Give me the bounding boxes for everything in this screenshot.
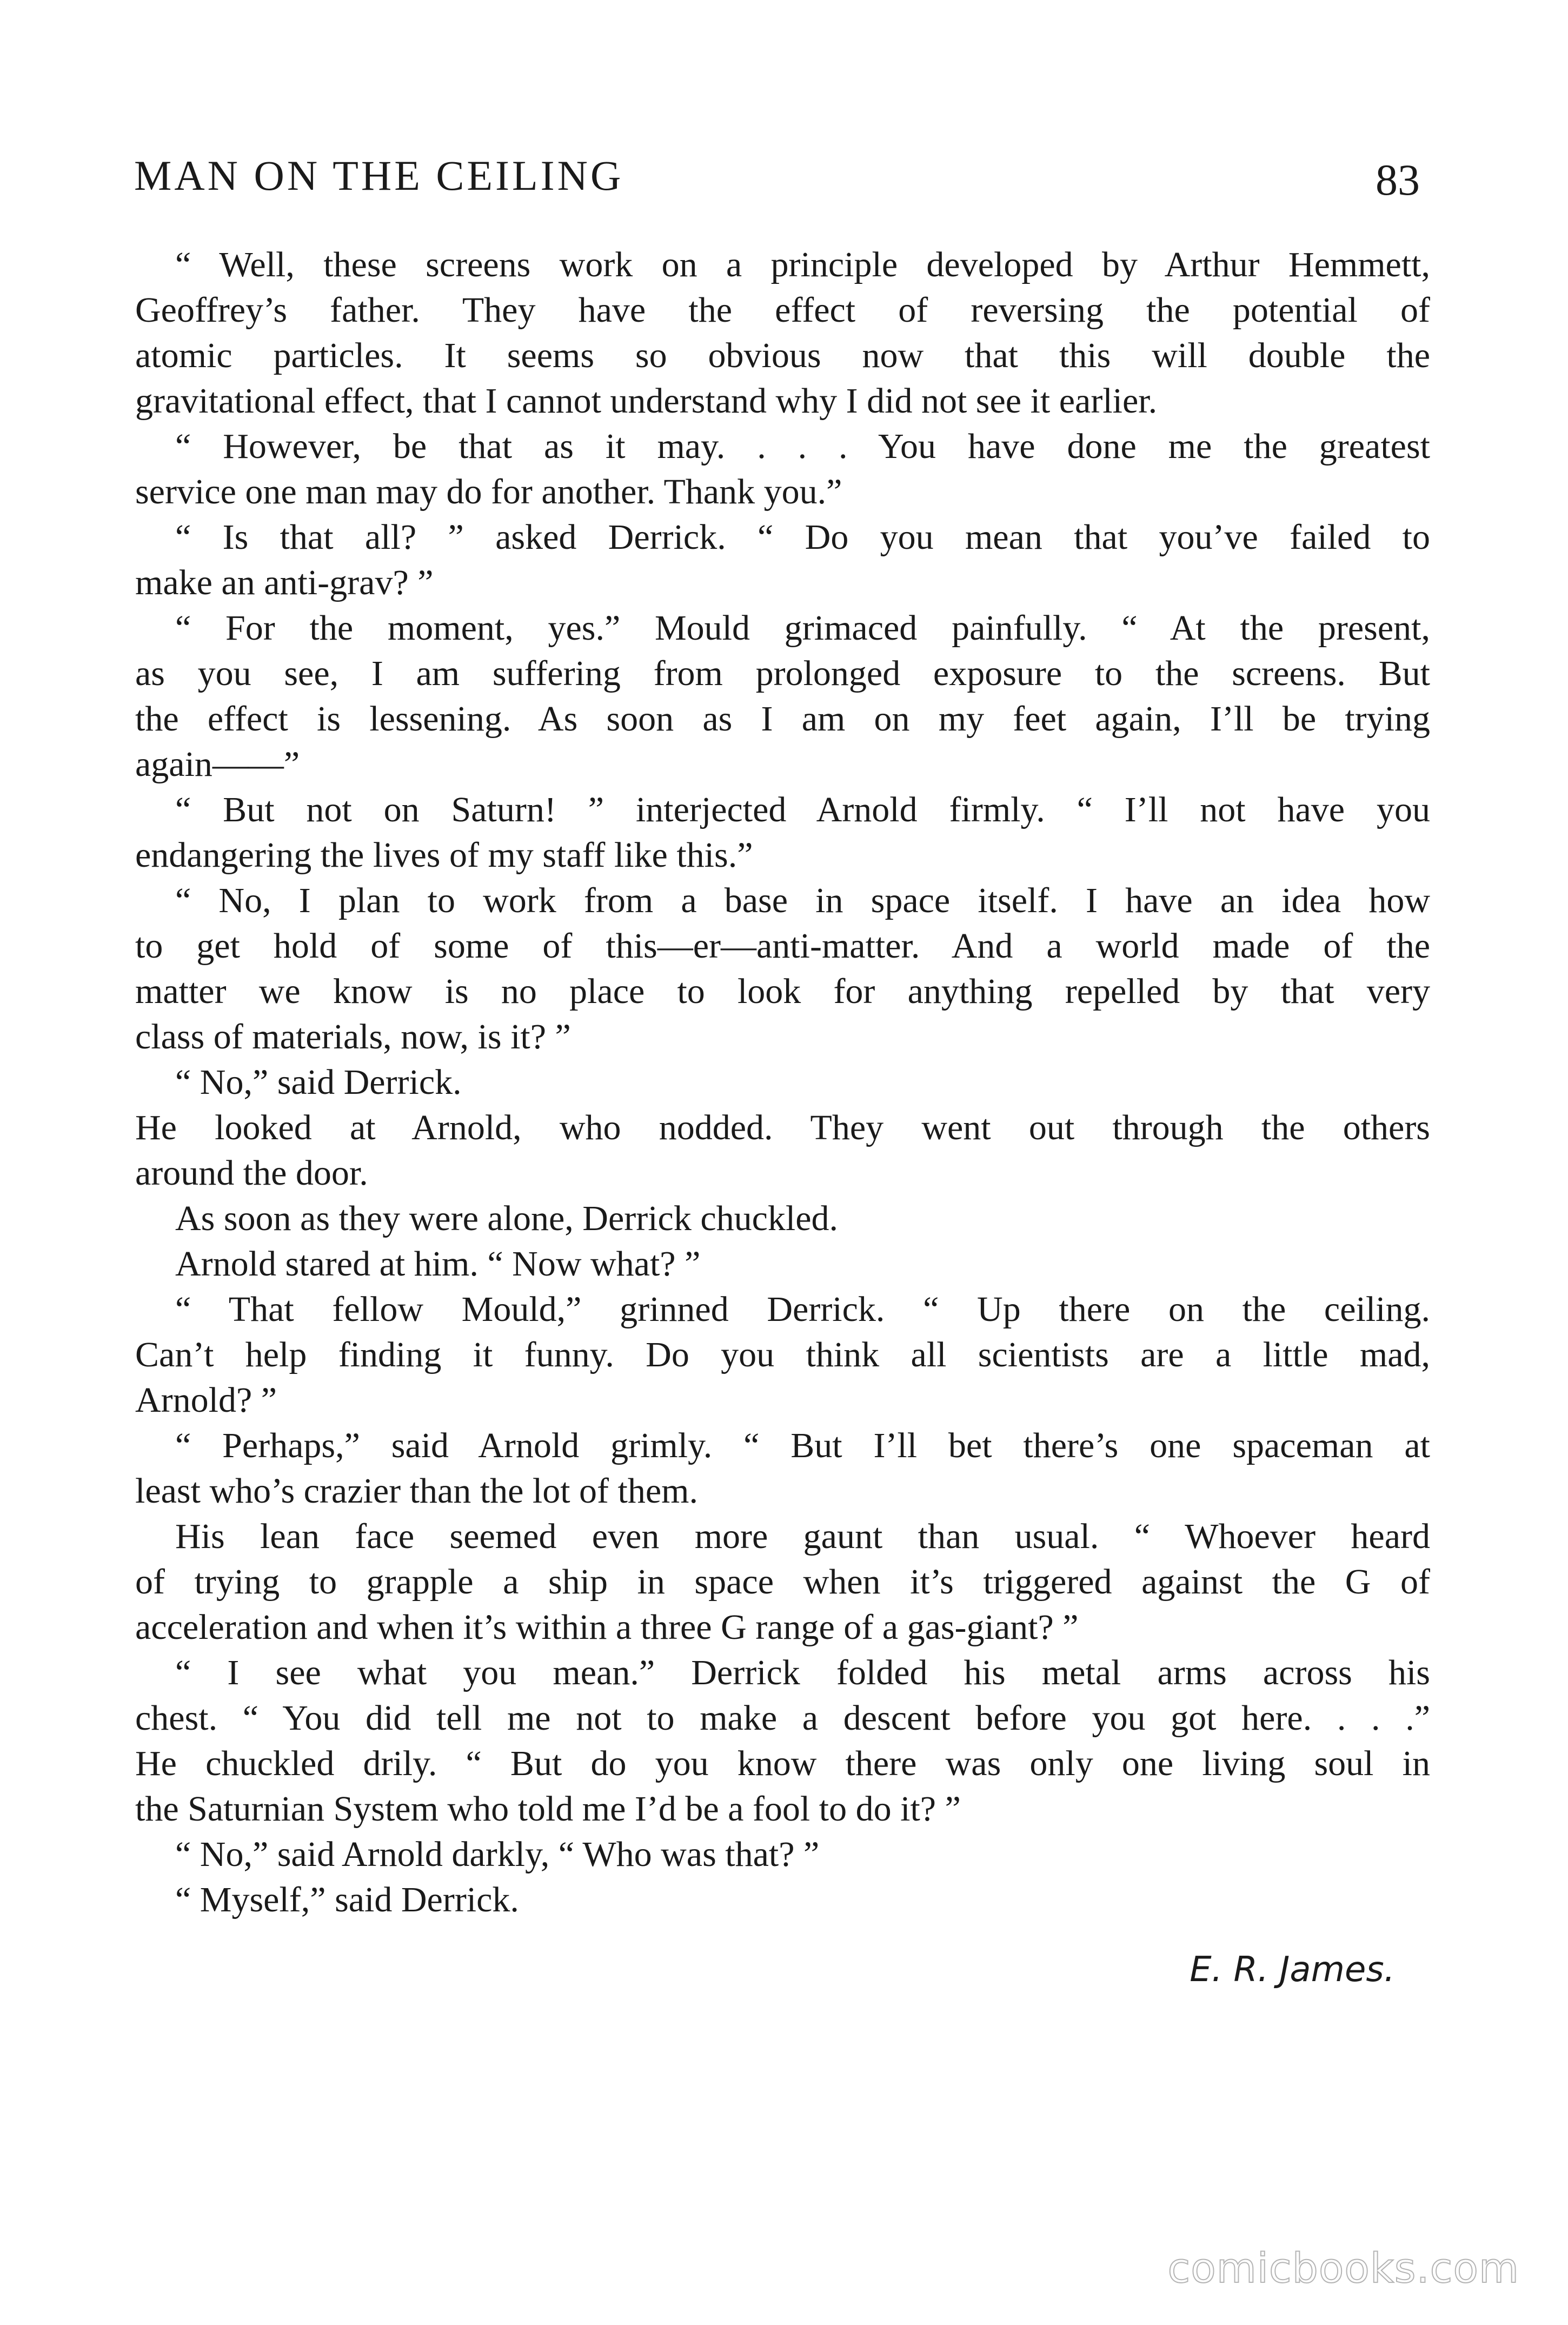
text-line: “ But not on Saturn! ” interjected Arnold firmly. “ I’ll not have you — [175, 790, 1430, 829]
text-line: “ For the moment, yes.” Mould grimaced painfully. “ At the present, — [175, 608, 1430, 648]
text-line: As soon as they were alone, Derrick chuckled. — [175, 1199, 839, 1238]
text-line: acceleration and when it’s within a three G range of a gas-giant? ” — [135, 1607, 1079, 1647]
text-line: “ No, I plan to work from a base in space itself. I have an idea how — [175, 881, 1430, 920]
text-line: Arnold stared at him. “ Now what? ” — [175, 1244, 701, 1284]
text-line: endangering the lives of my staff like this.” — [135, 835, 753, 875]
site-watermark: comicbooks.com — [1167, 2244, 1519, 2292]
text-line: least who’s crazier than the lot of them. — [135, 1471, 698, 1511]
text-line: “ No,” said Arnold darkly, “ Who was that? ” — [175, 1835, 820, 1874]
running-title: MAN ON THE CEILING — [134, 152, 624, 199]
text-line: service one man may do for another. Thank you.” — [135, 472, 842, 511]
text-line: matter we know is no place to look for anything repelled by that very — [135, 972, 1430, 1011]
text-line: “ That fellow Mould,” grinned Derrick. “ Up there on the ceiling. — [175, 1290, 1430, 1329]
text-line: “ However, be that as it may. . . . You have done me the greatest — [175, 427, 1430, 466]
text-line: He chuckled drily. “ But do you know there was only one living soul in — [135, 1744, 1430, 1783]
running-head — [134, 146, 1432, 205]
text-line: to get hold of some of this—er—anti-matter. And a world made of the — [135, 926, 1430, 966]
text-line: “ No,” said Derrick. — [175, 1062, 462, 1102]
text-line: “ I see what you mean.” Derrick folded his metal arms across his — [175, 1653, 1430, 1692]
text-line: of trying to grapple a ship in space when it’s triggered against the G of — [135, 1562, 1430, 1602]
text-line: chest. “ You did tell me not to make a descent before you got here. . . .” — [135, 1698, 1430, 1738]
text-line: Geoffrey’s father. They have the effect of reversing the potential of — [135, 290, 1430, 330]
text-line: “ Myself,” said Derrick. — [175, 1880, 519, 1919]
text-line: “ Well, these screens work on a principle developed by Arthur Hemmett, — [175, 245, 1430, 284]
text-line: again——” — [135, 745, 300, 784]
page-number: 83 — [1376, 155, 1420, 204]
text-line: Can’t help finding it funny. Do you think all scientists are a little mad, — [135, 1335, 1430, 1374]
text-line: His lean face seemed even more gaunt than usual. “ Whoever heard — [175, 1517, 1430, 1556]
text-line: the Saturnian System who told me I’d be a fool to do it? ” — [135, 1789, 961, 1829]
story-text — [135, 242, 1430, 1923]
text-line: He looked at Arnold, who nodded. They went out through the others — [135, 1108, 1430, 1147]
text-line: gravitational effect, that I cannot understand why I did not see it earlier. — [135, 381, 1158, 421]
text-line: “ Perhaps,” said Arnold grimly. “ But I’ll bet there’s one spaceman at — [175, 1426, 1430, 1465]
text-line: the effect is lessening. As soon as I am on my feet again, I’ll be trying — [135, 699, 1430, 739]
text-line: class of materials, now, is it? ” — [135, 1017, 571, 1057]
text-line: around the door. — [135, 1153, 368, 1193]
text-line: as you see, I am suffering from prolonged exposure to the screens. But — [135, 654, 1430, 693]
text-line: make an anti-grav? ” — [135, 563, 434, 602]
author-byline: E. R. James. — [1190, 1950, 1395, 1990]
text-line: “ Is that all? ” asked Derrick. “ Do you mean that you’ve failed to — [175, 517, 1430, 557]
text-line: atomic particles. It seems so obvious now that this will double the — [135, 336, 1430, 375]
text-line: Arnold? ” — [135, 1380, 277, 1420]
